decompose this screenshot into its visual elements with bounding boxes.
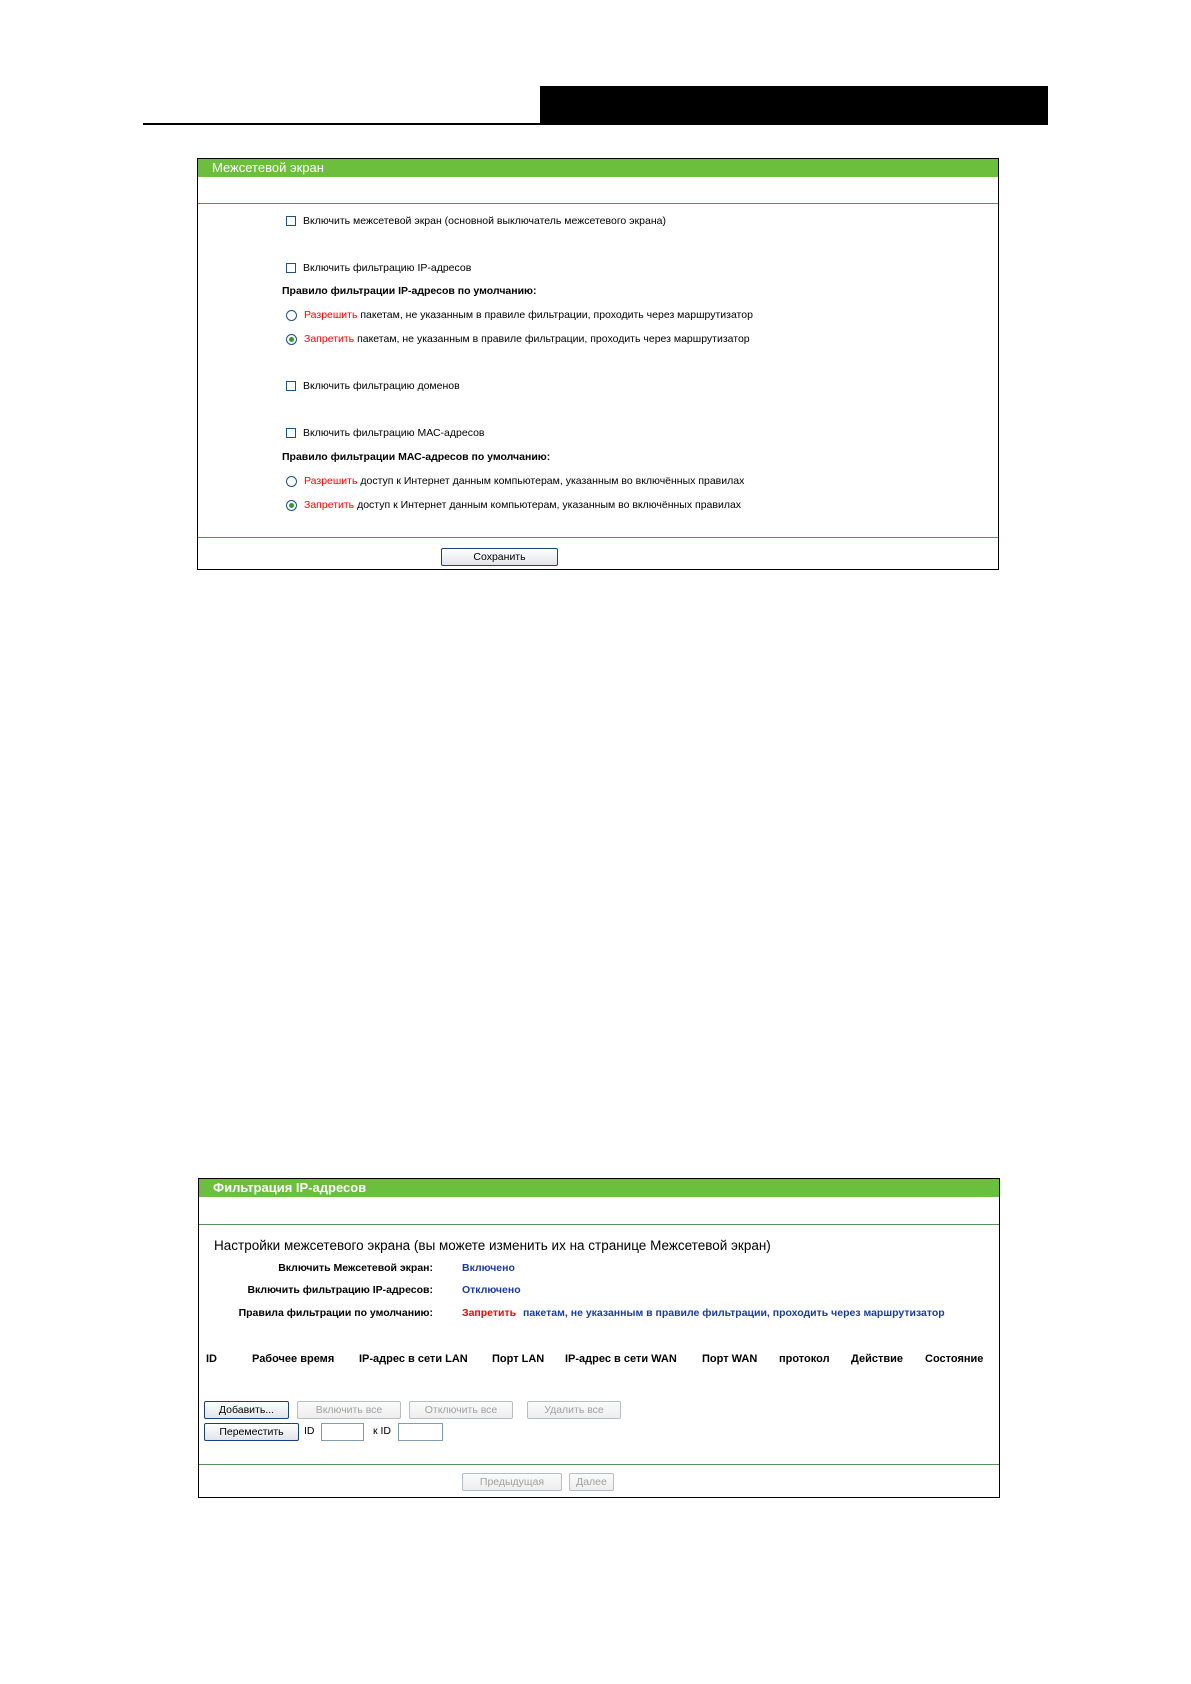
add-rule-button[interactable]: Добавить... <box>204 1401 289 1419</box>
enable-mac-filter-checkbox[interactable] <box>286 428 296 438</box>
mac-allow-word: Разрешить <box>304 475 358 487</box>
mac-allow-text: доступ к Интернет данным компьютерам, указанным во включённых правилах <box>357 475 745 487</box>
mac-allow-row <box>286 475 744 487</box>
enable-ip-filter-label: Включить фильтрацию IP-адресов <box>303 262 472 274</box>
enable-domain-filter-row <box>286 380 460 392</box>
firewall-settings-heading: Настройки межсетевого экрана (вы можете изменить их на странице Межсетевой экран) <box>214 1238 771 1253</box>
firewall-panel-title: Межсетевой экран <box>198 159 998 177</box>
ip-deny-word: Запретить <box>304 333 355 345</box>
enable-firewall-label: Включить межсетевой экран (основной выключатель межсетевого экрана) <box>303 215 666 227</box>
enable-mac-filter-row <box>286 427 485 439</box>
mac-deny-row <box>286 499 741 511</box>
enable-ip-filter-status-value: Отключено <box>462 1284 521 1296</box>
default-rule-label: Правила фильтрации по умолчанию: <box>238 1307 433 1319</box>
mac-allow-radio[interactable] <box>286 476 297 487</box>
move-id-label: ID <box>304 1425 315 1437</box>
mac-deny-text: доступ к Интернет данным компьютерам, указанным во включённых правилах <box>354 499 742 511</box>
ip-filter-panel-title: Фильтрация IP-адресов <box>199 1179 999 1197</box>
col-header-action: Действие <box>851 1353 903 1365</box>
enable-firewall-checkbox[interactable] <box>286 216 296 226</box>
move-from-id-input[interactable] <box>321 1423 364 1441</box>
divider <box>198 537 998 538</box>
enable-all-button[interactable]: Включить все <box>297 1401 401 1419</box>
ip-deny-text: пакетам, не указанным в правиле фильтрации, проходить через маршрутизатор <box>354 333 750 345</box>
mac-deny-radio[interactable] <box>286 500 297 511</box>
next-page-button[interactable]: Далее <box>569 1473 614 1491</box>
enable-ip-filter-status-label: Включить фильтрацию IP-адресов: <box>247 1284 433 1296</box>
enable-firewall-status-label: Включить Межсетевой экран: <box>278 1262 433 1274</box>
default-rule-word: Запретить <box>462 1307 517 1319</box>
enable-domain-filter-label: Включить фильтрацию доменов <box>303 380 460 392</box>
move-to-id-label: к ID <box>373 1425 392 1437</box>
ip-filter-panel <box>198 1178 1000 1498</box>
ip-allow-radio[interactable] <box>286 310 297 321</box>
enable-ip-filter-row <box>286 262 471 274</box>
ip-allow-text: пакетам, не указанным в правиле фильтрации, проходить через маршрутизатор <box>357 309 753 321</box>
delete-all-button[interactable]: Удалить все <box>527 1401 621 1419</box>
enable-domain-filter-checkbox[interactable] <box>286 381 296 391</box>
col-header-lan-port: Порт LAN <box>492 1353 545 1365</box>
enable-firewall-status-value: Включено <box>462 1262 515 1274</box>
default-rule-value <box>462 1307 945 1319</box>
move-button[interactable]: Переместить <box>204 1423 299 1441</box>
col-header-wan-ip: IP-адрес в сети WAN <box>565 1353 677 1365</box>
disable-all-button[interactable]: Отключить все <box>409 1401 513 1419</box>
ip-deny-radio[interactable] <box>286 334 297 345</box>
col-header-working-time: Рабочее время <box>252 1353 335 1365</box>
col-header-status: Состояние <box>925 1353 984 1365</box>
col-header-protocol: протокол <box>779 1353 830 1365</box>
move-to-id-input[interactable] <box>398 1423 443 1441</box>
radio-selected-dot <box>289 503 294 508</box>
default-rule-text: пакетам, не указанным в правиле фильтрации, проходить через маршрутизатор <box>523 1307 945 1319</box>
enable-ip-filter-checkbox[interactable] <box>286 263 296 273</box>
ip-allow-row <box>286 309 753 321</box>
divider <box>199 1224 999 1225</box>
divider <box>199 1464 999 1465</box>
radio-selected-dot <box>289 337 294 342</box>
col-header-lan-ip: IP-адрес в сети LAN <box>359 1353 468 1365</box>
col-header-wan-port: Порт WAN <box>702 1353 758 1365</box>
enable-mac-filter-label: Включить фильтрацию МАС-адресов <box>303 427 485 439</box>
divider <box>198 203 998 204</box>
ip-default-rule-heading: Правило фильтрации IP-адресов по умолчанию: <box>282 285 537 297</box>
firewall-panel <box>197 158 999 570</box>
page-header-block <box>540 86 1048 125</box>
mac-deny-word: Запретить <box>304 499 355 511</box>
mac-default-rule-heading: Правило фильтрации МАС-адресов по умолчанию: <box>282 451 551 463</box>
col-header-id: ID <box>206 1353 217 1365</box>
save-button[interactable]: Сохранить <box>441 548 558 566</box>
enable-firewall-row <box>286 215 666 227</box>
prev-page-button[interactable]: Предыдущая <box>462 1473 562 1491</box>
ip-allow-word: Разрешить <box>304 309 358 321</box>
ip-deny-row <box>286 333 750 345</box>
